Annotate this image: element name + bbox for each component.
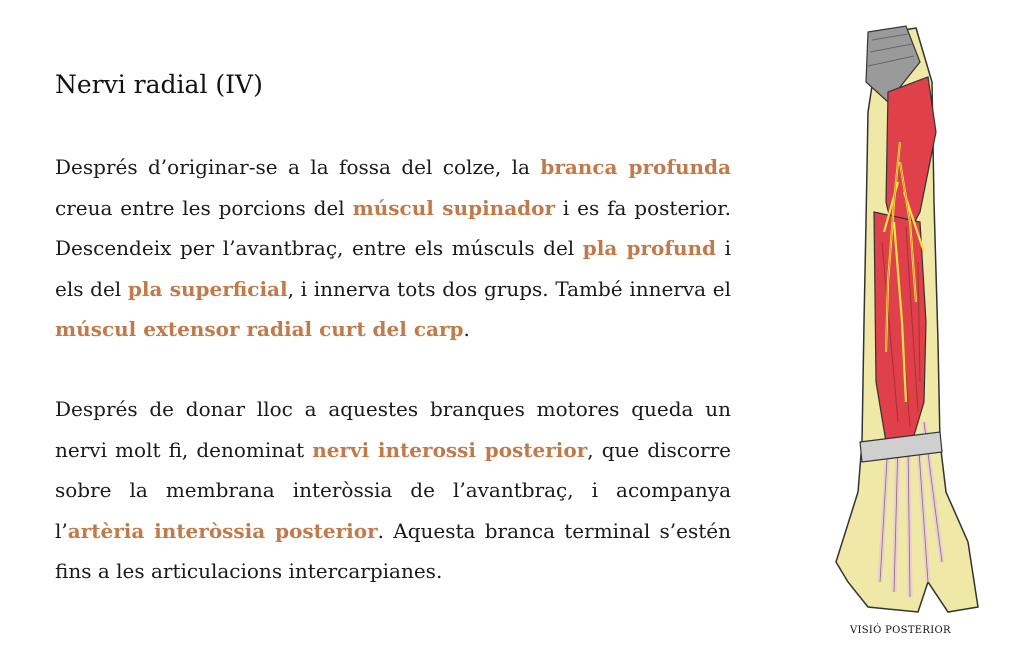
text-segment: , i innerva tots dos grups. També innerva el [287, 276, 731, 301]
text-segment: i es fa posterior. Descendeix per l’avantbraç, entre els músculs del [55, 195, 732, 260]
link-nervi-interossi-posterior[interactable]: nervi interossi posterior [312, 437, 588, 462]
link-branca-profunda[interactable]: branca profunda [540, 155, 731, 179]
text-segment: . [463, 317, 470, 341]
link-pla-superficial[interactable]: pla superficial [127, 276, 288, 301]
figure-caption: VISIÓ POSTERIOR [850, 625, 951, 636]
text-segment: creua entre les porcions del [55, 195, 353, 220]
text-segment: Després d’originar-se a la fossa del colze, la [55, 155, 541, 179]
text-segment: i els del [55, 236, 731, 301]
page-title: Nervi radial (IV) [55, 70, 263, 99]
paragraph-2 [55, 389, 731, 592]
text-segment: . Aquesta branca terminal s’estén fins a les articulacions intercarpianes. [55, 518, 731, 583]
paragraph-1 [55, 147, 731, 350]
forearm-posterior-illustration [828, 22, 988, 622]
text-segment: Després de donar lloc a aquestes branques motores queda un nervi molt fi, denominat [55, 397, 731, 462]
link-extensor-radial-curt[interactable]: múscul extensor radial curt del carp [55, 317, 464, 341]
link-pla-profund[interactable]: pla profund [582, 236, 717, 260]
link-arteria-interossia-posterior[interactable]: artèria interòssia posterior [67, 518, 378, 543]
link-muscul-supinador[interactable]: múscul supinador [352, 195, 556, 220]
text-segment: , que discorre sobre la membrana interòssia de l’avantbraç, i acompanya l’ [55, 437, 731, 543]
